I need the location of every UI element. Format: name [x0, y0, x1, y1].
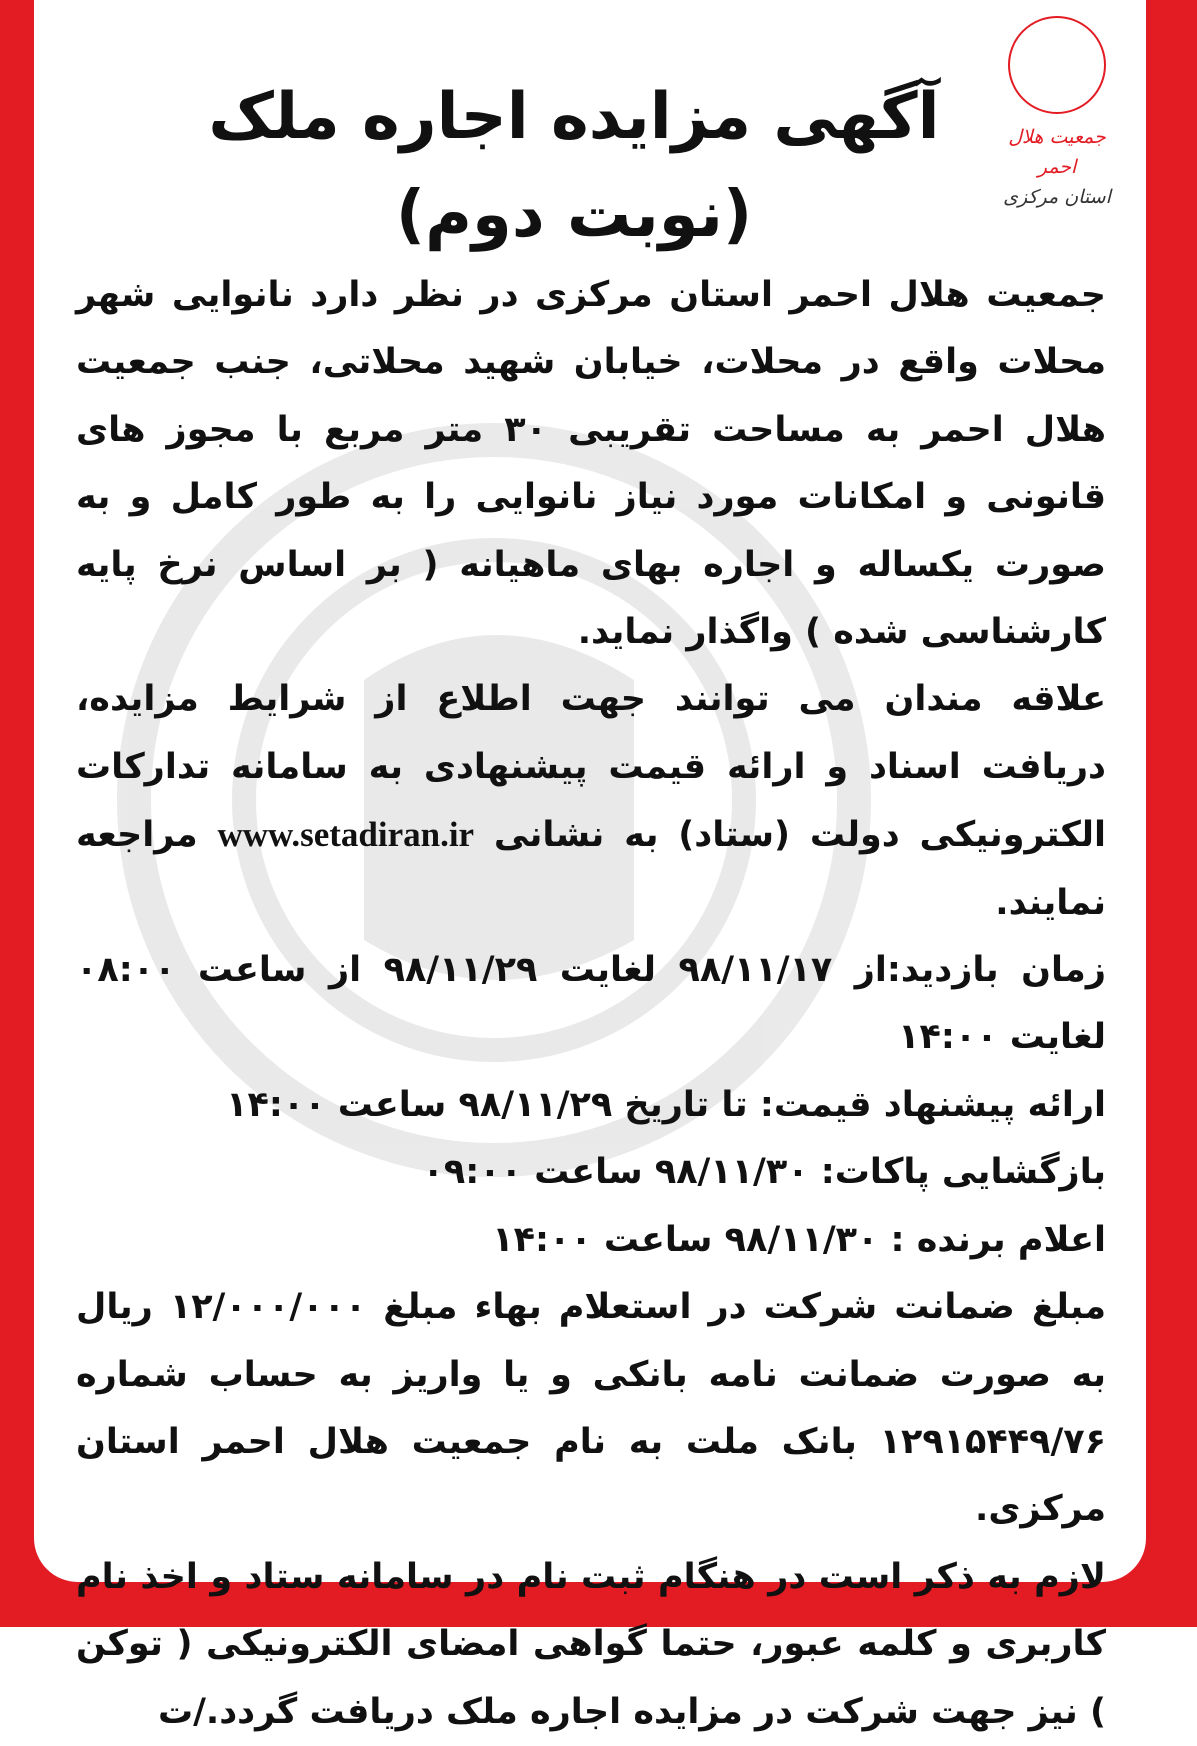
logo-line-2: استان مرکزی: [1003, 186, 1111, 208]
winner-line: اعلام برنده : ۹۸/۱۱/۳۰ ساعت ۱۴:۰۰: [492, 1219, 1106, 1260]
red-crescent-icon: [1017, 25, 1097, 105]
setad-text-before: علاقه مندان می توانند جهت اطلاع از شرایط مزایده، دریافت اسناد و ارائه قیمت پیشنهادی به سامانه تدارکات الکترونیکی دولت (ستاد) به نشانی: [76, 679, 1107, 856]
red-crescent-logo: [992, 12, 1122, 208]
title-line-2: (نوبت دوم): [395, 178, 753, 252]
title-line-1: آگهی مزایده اجاره ملک: [208, 80, 940, 154]
setad-url-link[interactable]: www.setadiran.ir: [217, 815, 475, 855]
setad-text-after: مراجعه نمایند.: [76, 815, 1106, 923]
guarantee-paragraph: مبلغ ضمانت شرکت در استعلام بهاء مبلغ ۱۲/۰۰۰/۰۰۰ ریال به صورت ضمانت نامه بانکی و یا واریز به حساب شماره ۱۲۹۱۵۴۴۹/۷۶ بانک ملت به نام جمعیت هلال احمر استان مرکزی.: [76, 1287, 1106, 1530]
logo-caption: [992, 122, 1122, 212]
visit-time-line: زمان بازدید:از ۹۸/۱۱/۱۷ لغایت ۹۸/۱۱/۲۹ از ساعت ۰۸:۰۰ لغایت ۱۴:۰۰: [76, 950, 1106, 1058]
note-paragraph: لازم به ذکر است در هنگام ثبت نام در سامانه ستاد و اخذ نام کاربری و کلمه عبور، حتما گواهی امضای الکترونیکی ( توکن ) نیز جهت شرکت در مزایده اجاره ملک دریافت گردد./ت: [76, 1556, 1106, 1732]
offer-deadline-line: ارائه پیشنهاد قیمت: تا تاریخ ۹۸/۱۱/۲۹ ساعت ۱۴:۰۰: [226, 1084, 1106, 1125]
opening-line: بازگشایی پاکات: ۹۸/۱۱/۳۰ ساعت ۰۹:۰۰: [422, 1152, 1106, 1193]
advertisement-card: [34, 0, 1146, 1732]
announcement-body: [76, 262, 1106, 1746]
logo-circle: [1008, 16, 1106, 114]
intro-paragraph: جمعیت هلال احمر استان مرکزی در نظر دارد نانوایی شهر محلات واقع در محلات، خیابان شهید محلاتی، جنب جمعیت هلال احمر به مساحت تقریبی ۳۰ متر مربع با مجوز های قانونی و امکانات مورد نیاز نانوایی را به طور کامل و به صورت یکساله و اجاره بهای ماهیانه ( بر اساس نرخ پایه کارشناسی شده ) واگذار نماید.: [76, 275, 1106, 653]
setad-paragraph: [76, 666, 1106, 937]
logo-line-1: جمعیت هلال احمر: [1008, 126, 1106, 178]
page-title: [184, 68, 964, 264]
